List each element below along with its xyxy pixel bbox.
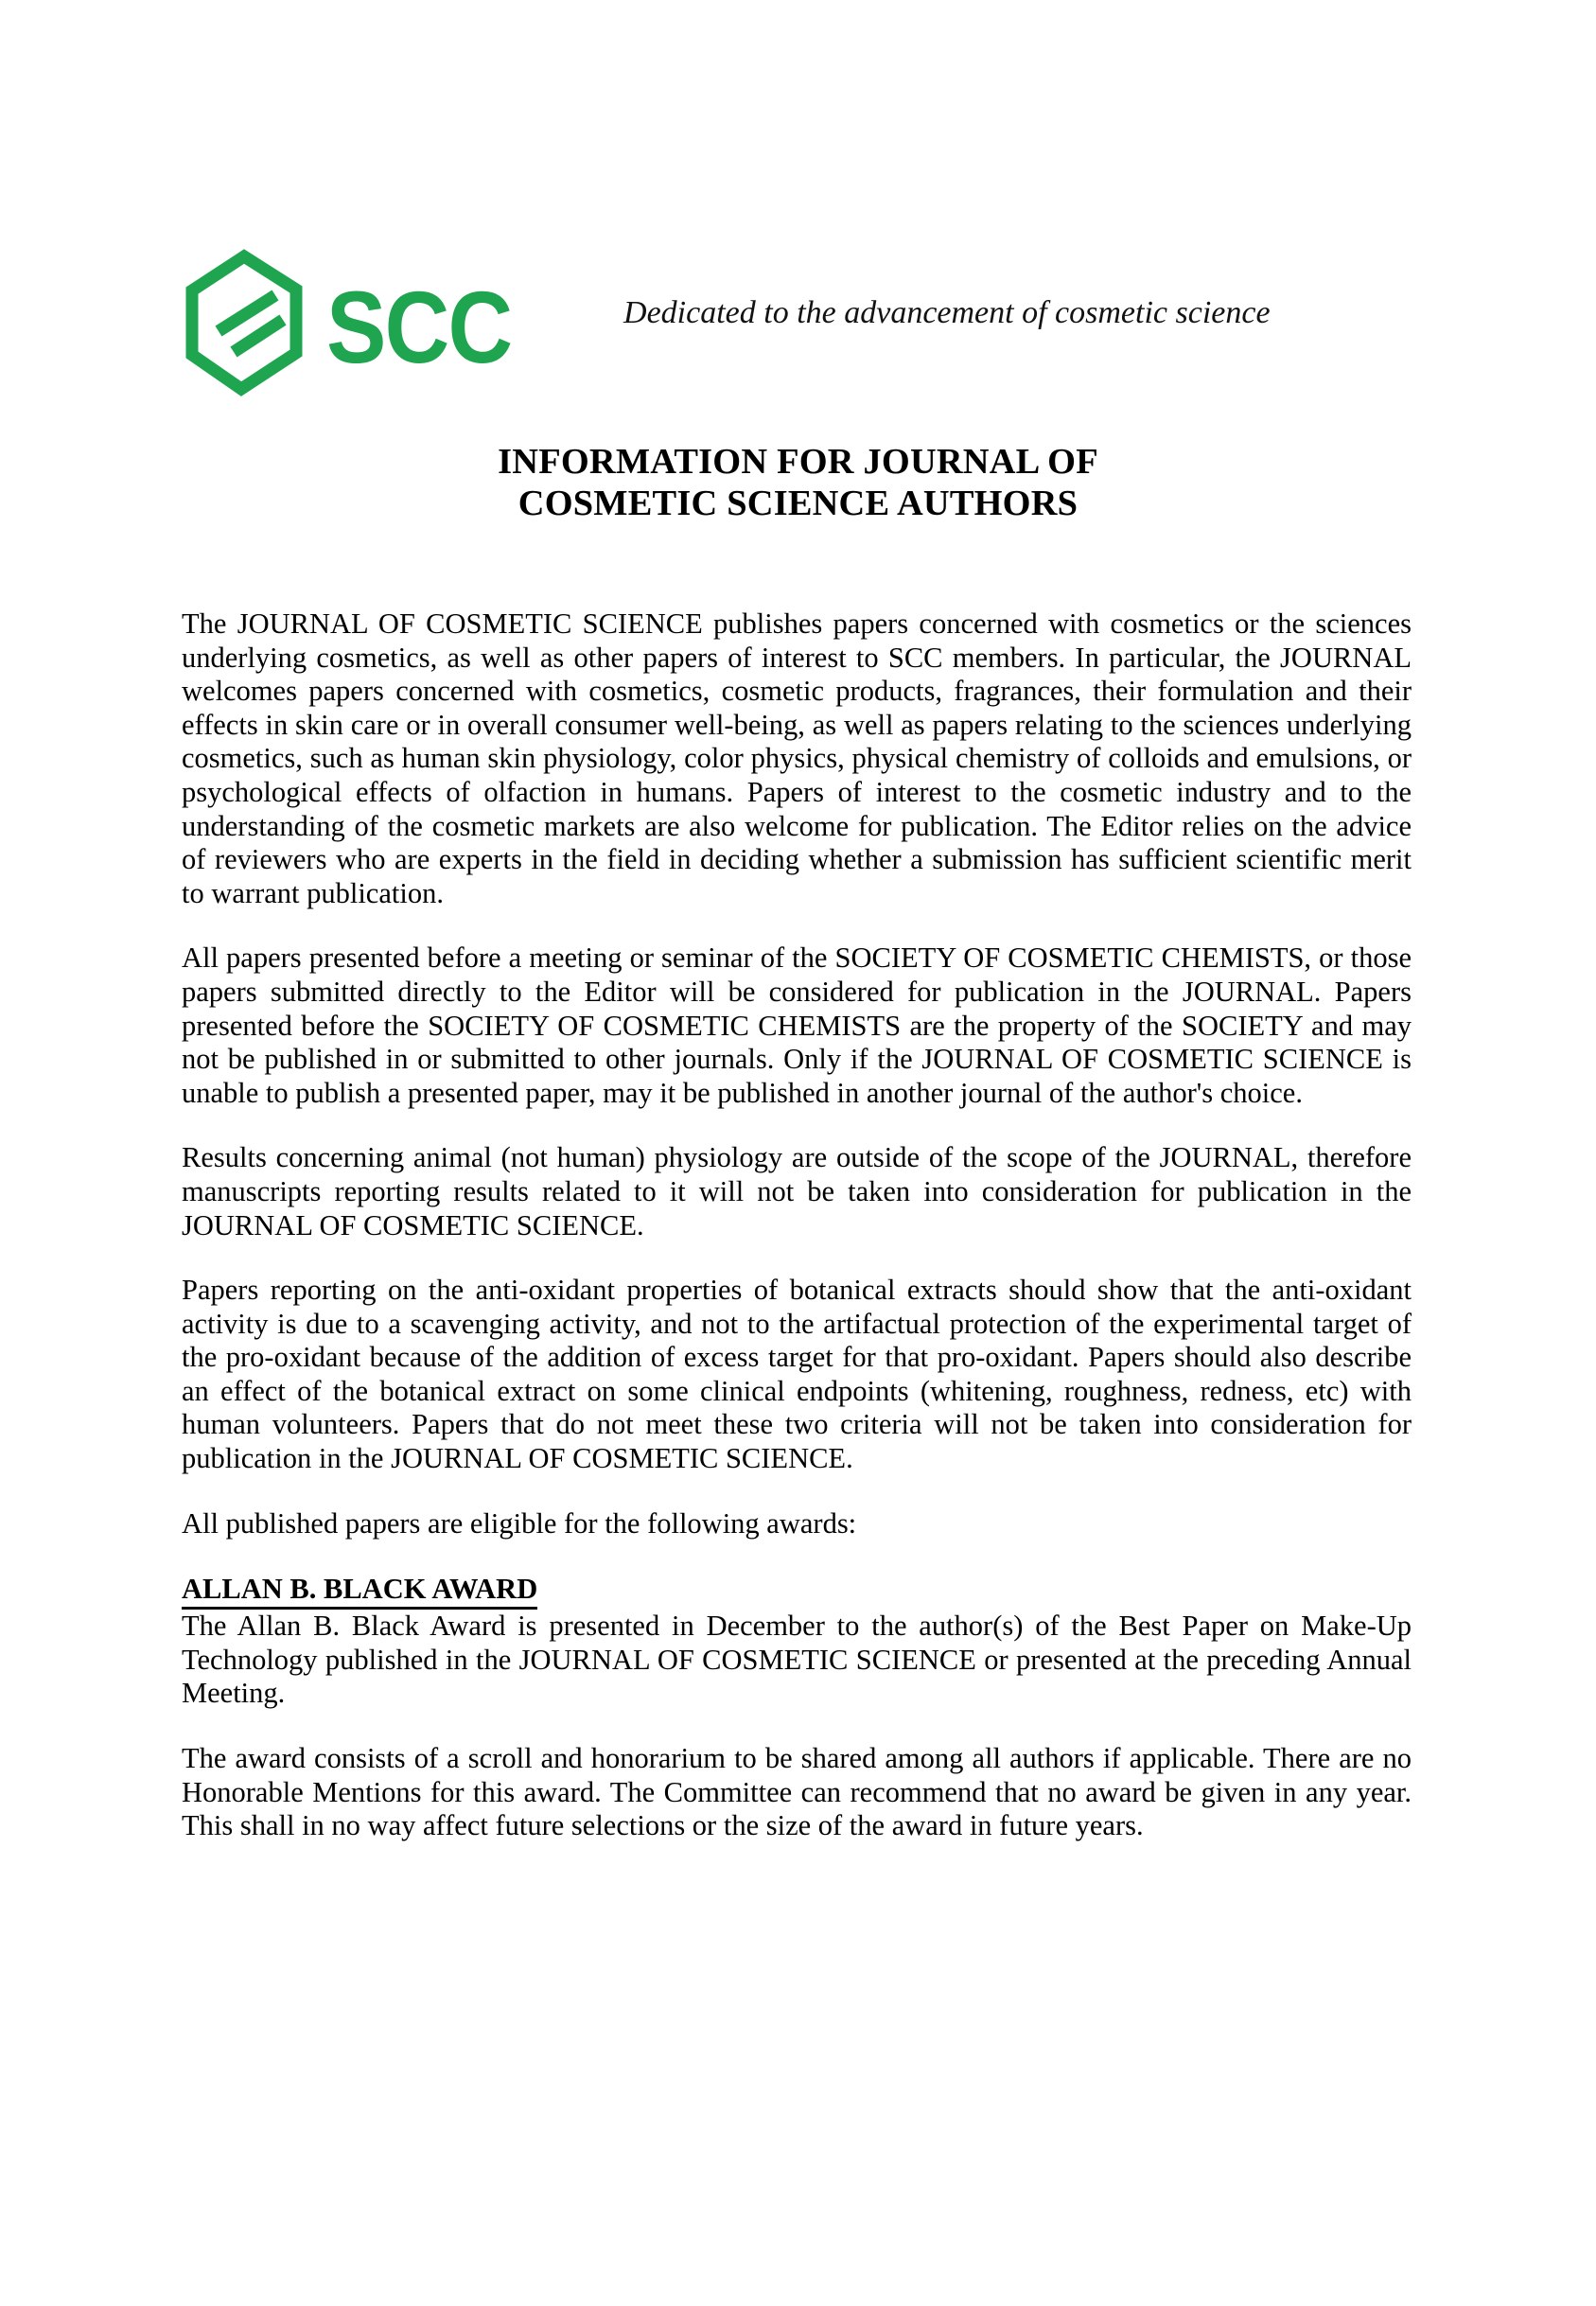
title-line-2: COSMETIC SCIENCE AUTHORS: [517, 484, 1079, 523]
paragraph-animal-physiology: Results concerning animal (not human) physiology are outside of the scope of the JOURNAL, therefore manuscripts reporting results related to it will not be taken into consideration for publication in the JOURNAL OF COSMETIC SCIENCE.: [182, 1141, 1412, 1241]
award-paragraph-terms: The award consists of a scroll and honorarium to be shared among all authors if applicable. There are no Honorable Mentions for this award. The Committee can recommend that no award be given in any year. This shall in no way affect future selections or the size of the award in future years.: [182, 1742, 1412, 1842]
paragraph-journal-scope: The JOURNAL OF COSMETIC SCIENCE publishes papers concerned with cosmetics or the sciences underlying cosmetics, as well as other papers of interest to SCC members. In particular, the JOURNAL welcomes papers concerned with cosmetics, cosmetic products, fragrances, their formulation and their effects in skin care or in overall consumer well-being, as well as papers relating to the sciences underlying cosmetics, such as human skin physiology, color physics, physical chemistry of colloids and emulsions, or psychological effects of olfaction in humans. Papers of interest to the cosmetic industry and to the understanding of the cosmetic markets are also welcome for publication. The Editor relies on the advice of reviewers who are experts in the field in deciding whether a submission has sufficient scientific merit to warrant publication.: [182, 607, 1412, 909]
scc-logo: [184, 246, 536, 399]
scc-logo-text: SCC: [326, 270, 512, 384]
award-section: [182, 1572, 1412, 1843]
paragraph-presented-papers: All papers presented before a meeting or seminar of the SOCIETY OF COSMETIC CHEMISTS, or those papers submitted directly to the Editor will be considered for publication in the JOURNAL. Papers presented before the SOCIETY OF COSMETIC CHEMISTS are the property of the SOCIETY and may not be published in or submitted to other journals. Only if the JOURNAL OF COSMETIC SCIENCE is unable to publish a presented paper, may it be published in another journal of the author's choice.: [182, 942, 1412, 1109]
title-line-1: INFORMATION FOR JOURNAL OF: [498, 442, 1098, 482]
scc-hexagon-s-icon: [184, 246, 304, 399]
tagline: Dedicated to the advancement of cosmetic science: [623, 295, 1271, 330]
paragraph-awards-intro: All published papers are eligible for the following awards:: [182, 1506, 857, 1540]
document-body: [182, 607, 1412, 1843]
award-paragraph-description: The Allan B. Black Award is presented in December to the author(s) of the Best Paper on Make-Up Technology published in the JOURNAL OF COSMETIC SCIENCE or presented at the preceding Annual Meeting.: [182, 1610, 1412, 1710]
award-heading-underline: ALLAN B. BLACK AWARD: [182, 1573, 537, 1610]
document-title: [0, 441, 1596, 524]
award-heading: [182, 1572, 1412, 1606]
paragraph-antioxidant-criteria: Papers reporting on the anti-oxidant properties of botanical extracts should show that the anti-oxidant activity is due to a scavenging activity, and not to the artifactual protection of the experimental target of the pro-oxidant because of the addition of excess target for that pro-oxidant. Papers should also describe an effect of the botanical extract on some clinical endpoints (whitening, roughness, redness, etc) with human volunteers. Papers that do not meet these two criteria will not be taken into consideration for publication in the JOURNAL OF COSMETIC SCIENCE.: [182, 1274, 1412, 1475]
header: [184, 241, 1539, 404]
